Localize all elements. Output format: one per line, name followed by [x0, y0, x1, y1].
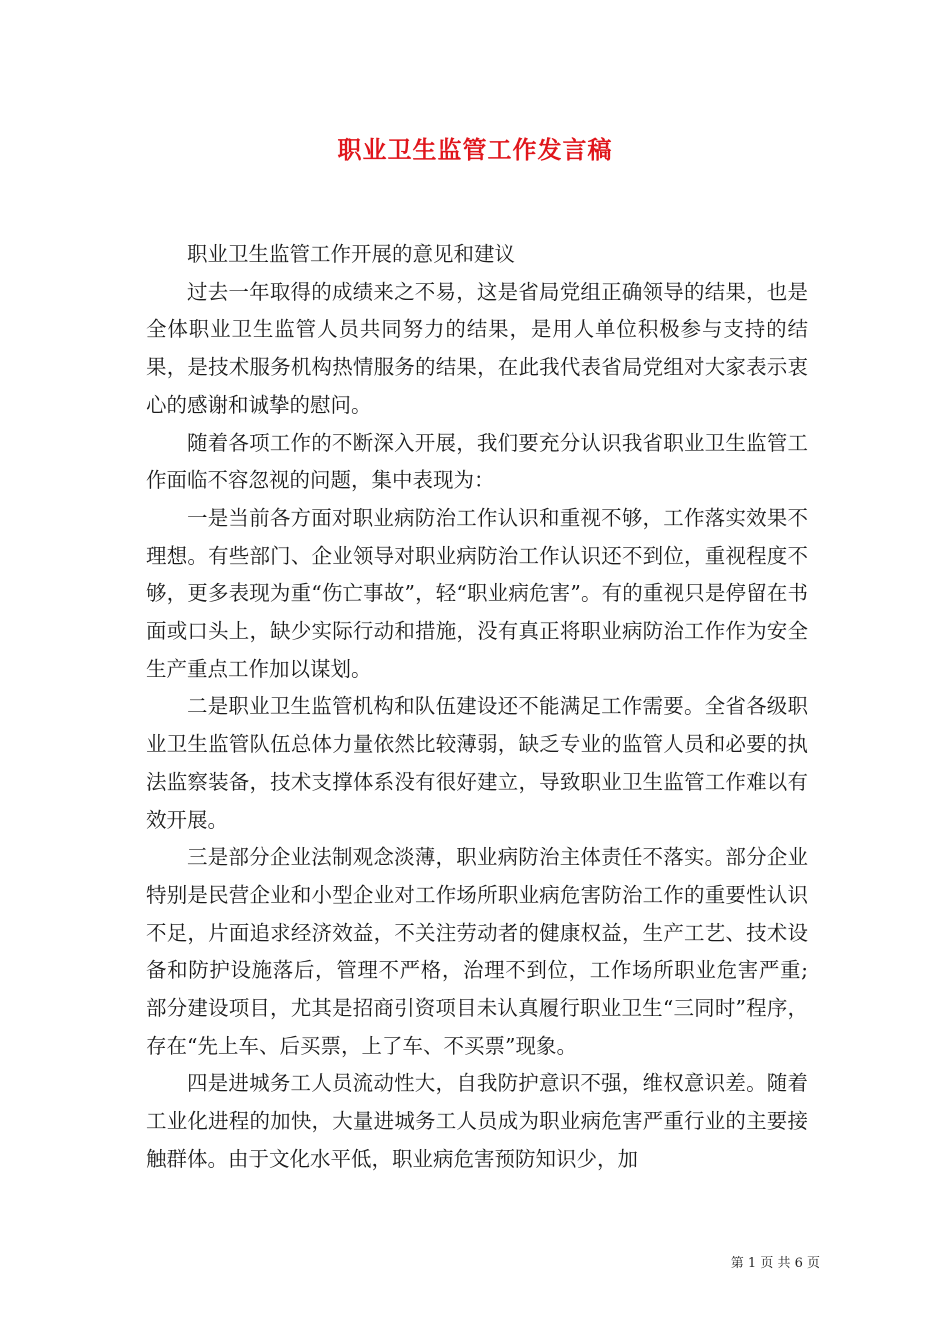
paragraph-6: 四是进城务工人员流动性大，自我防护意识不强，维权意识差。随着工业化进程的加快，大量进城务工人员成为职业病危害严重行业的主要接触群体。由于文化水平低，职业病危害预防知识少，加: [146, 1071, 808, 1171]
page-number: 第 1 页 共 6 页: [730, 1256, 820, 1271]
paragraph-2: 随着各项工作的不断深入开展，我们要充分认识我省职业卫生监管工作面临不容忽视的问题，集中表现为：: [146, 430, 808, 493]
document-body: [146, 236, 808, 1179]
paragraph-1: 过去一年取得的成绩来之不易，这是省局党组正确领导的结果，也是全体职业卫生监管人员共同努力的结果，是用人单位积极参与支持的结果，是技术服务机构热情服务的结果，在此我代表省局党组对大家表示衷心的感谢和诚挚的慰问。: [146, 279, 808, 417]
document-title: 职业卫生监管工作发言稿: [337, 135, 613, 164]
paragraph-3: 一是当前各方面对职业病防治工作认识和重视不够，工作落实效果不理想。有些部门、企业领导对职业病防治工作认识还不到位，重视程度不够，更多表现为重“伤亡事故”，轻“职业病危害”。有的重视只是停留在书面或口头上，缺少实际行动和措施，没有真正将职业病防治工作作为安全生产重点工作加以谋划。: [146, 505, 808, 681]
section-subheading: 职业卫生监管工作开展的意见和建议: [187, 242, 515, 266]
paragraph-5: 三是部分企业法制观念淡薄，职业病防治主体责任不落实。部分企业特别是民营企业和小型企业对工作场所职业病危害防治工作的重要性认识不足，片面追求经济效益，不关注劳动者的健康权益，生产工艺、技术设备和防护设施落后，管理不严格，治理不到位，工作场所职业危害严重;部分建设项目，尤其是招商引资项目未认真履行职业卫生“三同时”程序，存在“先上车、后买票，上了车、不买票”现象。: [146, 845, 808, 1058]
paragraph-4: 二是职业卫生监管机构和队伍建设还不能满足工作需要。全省各级职业卫生监管队伍总体力量依然比较薄弱，缺乏专业的监管人员和必要的执法监察装备，技术支撑体系没有很好建立，导致职业卫生监管工作难以有效开展。: [146, 694, 808, 832]
